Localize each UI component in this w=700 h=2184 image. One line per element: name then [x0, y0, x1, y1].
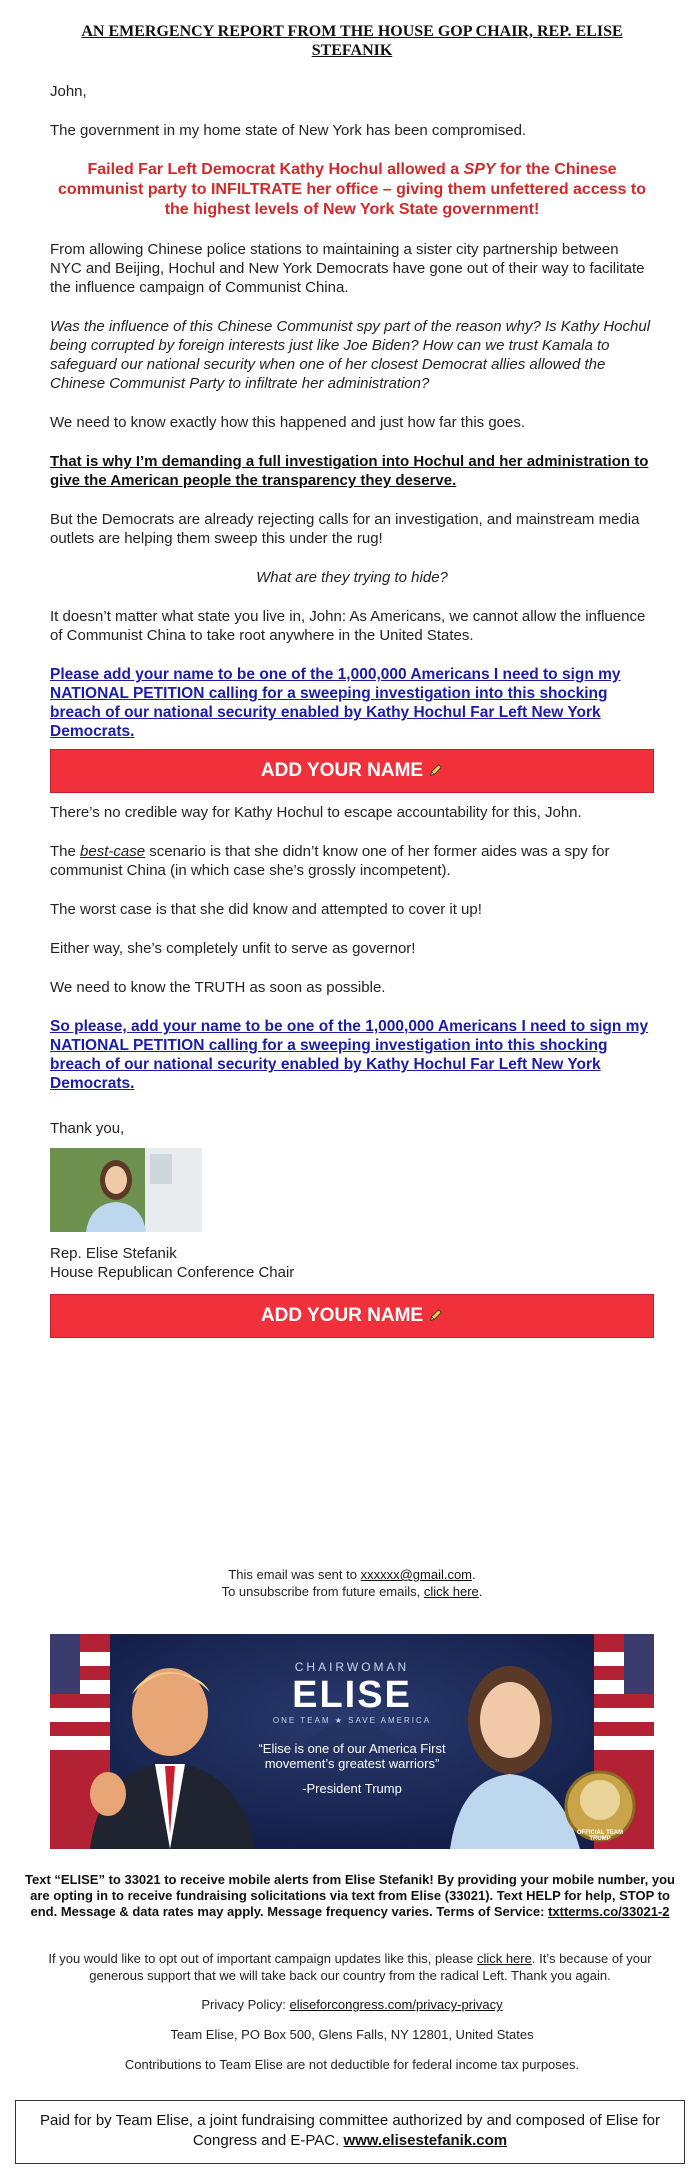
paragraph-state: It doesn’t matter what state you live in, John: As Americans, we cannot allow the influence of Communist China to take root anywhere in the United States. [50, 608, 646, 644]
sent-to-line: This email was sent to xxxxxx@gmail.com. [228, 1567, 476, 1582]
banner-tagline: ONE TEAM ★ SAVE AMERICA [272, 1716, 432, 1725]
paragraph-compromised: The government in my home state of New York has been compromised. [50, 122, 527, 139]
paragraph-need-to-know: We need to know exactly how this happened and just how far this goes. [50, 414, 526, 431]
address-line: Team Elise, PO Box 500, Glens Falls, NY 12801, United States [170, 2027, 534, 2042]
signature-title: House Republican Conference Chair [50, 1264, 295, 1281]
add-your-name-button-2[interactable] [50, 1294, 654, 1338]
paragraph-worst-case: The worst case is that she did know and attempted to cover it up! [50, 901, 482, 918]
elise-stefanik-photo [50, 1148, 202, 1232]
sms-terms-link[interactable]: txtterms.co/33021-2 [548, 1904, 670, 1919]
paragraph-unfit: Either way, she’s completely unfit to serve as governor! [50, 940, 416, 957]
privacy-line: Privacy Policy: eliseforcongress.com/privacy-privacy [201, 1997, 503, 2012]
contribution-notice: Contributions to Team Elise are not deductible for federal income tax purposes. [124, 2057, 580, 2072]
paragraph-accountability: There’s no credible way for Kathy Hochul to escape accountability for this, John. [50, 804, 582, 821]
paragraph-truth: We need to know the TRUTH as soon as possible. [50, 979, 386, 996]
recipient-email-link[interactable]: xxxxxx@gmail.com [360, 1567, 473, 1582]
add-your-name-label: ADD YOUR NAME [260, 1305, 424, 1326]
sent-to-block [50, 1566, 654, 1600]
seal-label: OFFICIAL TEAM TRUMP [576, 1830, 624, 1842]
email-body [50, 0, 654, 1338]
add-your-name-label: ADD YOUR NAME [260, 760, 424, 781]
paragraph-demand-investigation: That is why I’m demanding a full investigation into Hochul and her administration to give the American people the transparency they deserve. [50, 453, 649, 489]
banner-attribution: -President Trump [302, 1781, 402, 1796]
unsubscribe-link[interactable]: click here [423, 1584, 479, 1599]
greeting: John, [50, 83, 87, 100]
signature-name: Rep. Elise Stefanik [50, 1245, 177, 1262]
banner-kicker: CHAIRWOMAN [294, 1660, 410, 1674]
banner-text [50, 1660, 654, 1796]
sms-disclosure: Text “ELISE” to 33021 to receive mobile alerts from Elise Stefanik! By providing your mobile number, you are opting in to receive fundraising solicitations via text from Elise (33021). Text HELP for help, STOP to end. Message & data rates may apply. Message frequency varies. Terms of Service: txtterms.co/33021-2 [25, 1872, 675, 1919]
add-your-name-button-1[interactable] [50, 749, 654, 793]
pencil-icon [429, 763, 443, 777]
paid-for-box: Paid for by Team Elise, a joint fundraising committee authorized by and composed of Elise for Congress and E-PAC. www.elisestefanik.com [15, 2100, 685, 2164]
paragraph-best-case: The best-case scenario is that she didn’t know one of her former aides was a spy for communist China (in which case she’s grossly incompetent). [50, 843, 610, 879]
optout-text: If you would like to opt out of important campaign updates like this, please click here. It’s because of your generous support that we will take back our country from the radical Left. Thank you again. [48, 1951, 652, 1983]
portrait-graphic [50, 1148, 202, 1232]
optout-link[interactable]: click here [476, 1951, 532, 1966]
website-link[interactable]: www.elisestefanik.com [343, 2132, 508, 2149]
alert-paragraph: Failed Far Left Democrat Kathy Hochul allowed a SPY for the Chinese communist party to INFILTRATE her office – giving them unfettered access to the highest levels of New York State government! [58, 161, 646, 218]
paragraph-police-stations: From allowing Chinese police stations to maintaining a sister city partnership between NYC and Beijing, Hochul and New York Democrats have gone out of their way to facilitate the influence campaign of Communist China. [50, 241, 645, 296]
signoff: Thank you, [50, 1120, 125, 1137]
privacy-policy-link[interactable]: eliseforcongress.com/privacy-privacy [289, 1997, 503, 2012]
petition-link-2[interactable]: So please, add your name to be one of the 1,000,000 Americans I need to sign my NATIONAL PETITION calling for a sweeping investigation into this shocking breach of our national security enabled by Kathy Hochul Far Left New York Democrats. [50, 1018, 649, 1092]
unsubscribe-line: To unsubscribe from future emails, click here. [221, 1584, 483, 1599]
petition-link-1[interactable]: Please add your name to be one of the 1,000,000 Americans I need to sign my NATIONAL PETITION calling for a sweeping investigation into this shocking breach of our national security enabled by Kathy Hochul Far Left New York Democrats. [50, 666, 621, 740]
paragraph-hide: What are they trying to hide? [256, 569, 448, 586]
banner-quote: “Elise is one of our America First movement’s greatest warriors” [258, 1741, 446, 1771]
campaign-banner [50, 1634, 654, 1849]
paragraph-democrats-rejecting: But the Democrats are already rejecting calls for an investigation, and mainstream media outlets are helping them sweep this under the rug! [50, 511, 640, 547]
paragraph-questions: Was the influence of this Chinese Communist spy part of the reason why? Is Kathy Hochul being corrupted by foreign interests just like Joe Biden? How can we trust Kamala to safeguard our national security when one of her closest Democrat allies allowed the Chinese Communist Party to infiltrate her administration? [50, 318, 651, 392]
email-header-title: AN EMERGENCY REPORT FROM THE HOUSE GOP CHAIR, REP. ELISE STEFANIK [81, 23, 623, 59]
banner-name: ELISE [292, 1674, 412, 1716]
pencil-icon [429, 1308, 443, 1322]
